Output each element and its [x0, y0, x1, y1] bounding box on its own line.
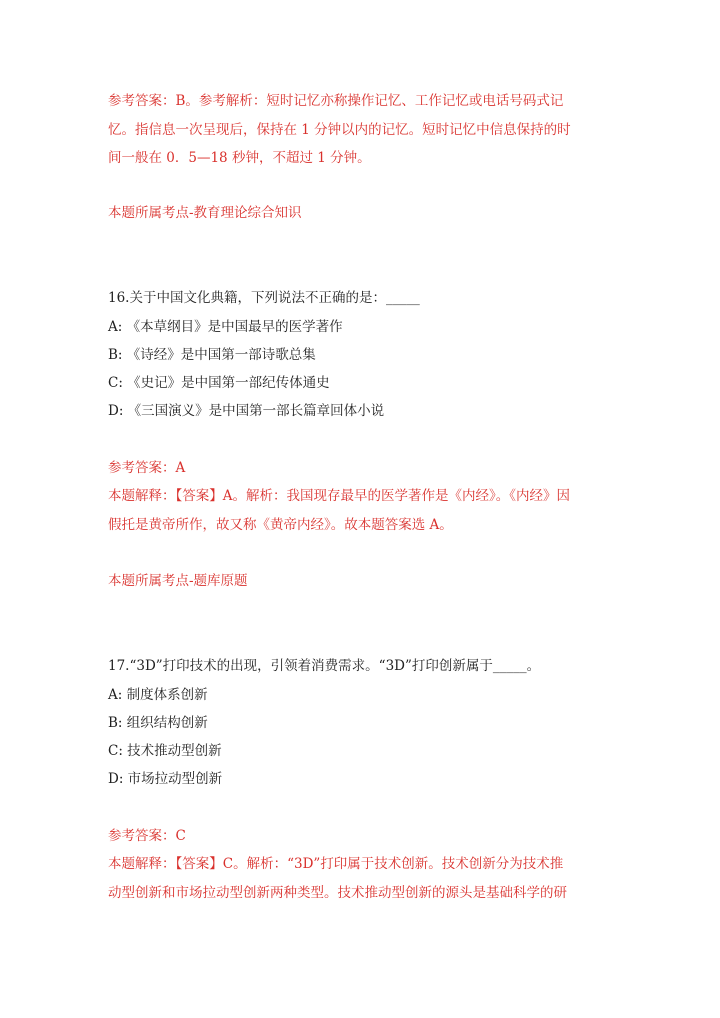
- prev-answer-line-2: 忆。指信息一次呈现后，保持在 1 分钟以内的记忆。短时记忆中信息保持的时: [108, 122, 571, 138]
- q17-option-c: C: 技术推动型创新: [108, 743, 222, 759]
- q17-question: 17.“3D”打印技术的出现，引领着消费需求。“3D”打印创新属于_____。: [108, 658, 541, 674]
- q17-option-a: A: 制度体系创新: [108, 687, 208, 703]
- q16-option-d: D: 《三国演义》是中国第一部长篇章回体小说: [108, 403, 385, 419]
- q16-explanation-line-1: 本题解释：【答案】A。解析：我国现存最早的医学著作是《内经》。《内经》因: [108, 488, 570, 504]
- q16-explanation-line-2: 假托是黄帝所作，故又称《黄帝内经》。故本题答案选 A。: [108, 517, 453, 533]
- q17-option-b: B: 组织结构创新: [108, 715, 208, 731]
- prev-answer-line-1: 参考答案：B。参考解析：短时记忆亦称操作记忆、工作记忆或电话号码式记: [108, 93, 564, 109]
- q17-answer: 参考答案：C: [108, 828, 186, 844]
- q17-explanation-line-1: 本题解释：【答案】C。解析：“3D”打印属于技术创新。技术创新分为技术推: [108, 856, 564, 872]
- prev-answer-line-3: 间一般在 0．5—18 秒钟，不超过 1 分钟。: [108, 150, 371, 166]
- q16-question: 16.关于中国文化典籍，下列说法不正确的是：_____: [108, 290, 420, 306]
- prev-topic: 本题所属考点-教育理论综合知识: [108, 205, 302, 221]
- q16-option-c: C: 《史记》是中国第一部纪传体通史: [108, 375, 330, 391]
- q16-option-b: B: 《诗经》是中国第一部诗歌总集: [108, 347, 316, 363]
- q17-option-d: D: 市场拉动型创新: [108, 771, 223, 787]
- q16-topic: 本题所属考点-题库原题: [108, 573, 248, 589]
- q16-answer: 参考答案：A: [108, 460, 186, 476]
- q16-option-a: A: 《本草纲目》是中国最早的医学著作: [108, 319, 343, 335]
- q17-explanation-line-2: 动型创新和市场拉动型创新两种类型。技术推动型创新的源头是基础科学的研: [108, 885, 567, 901]
